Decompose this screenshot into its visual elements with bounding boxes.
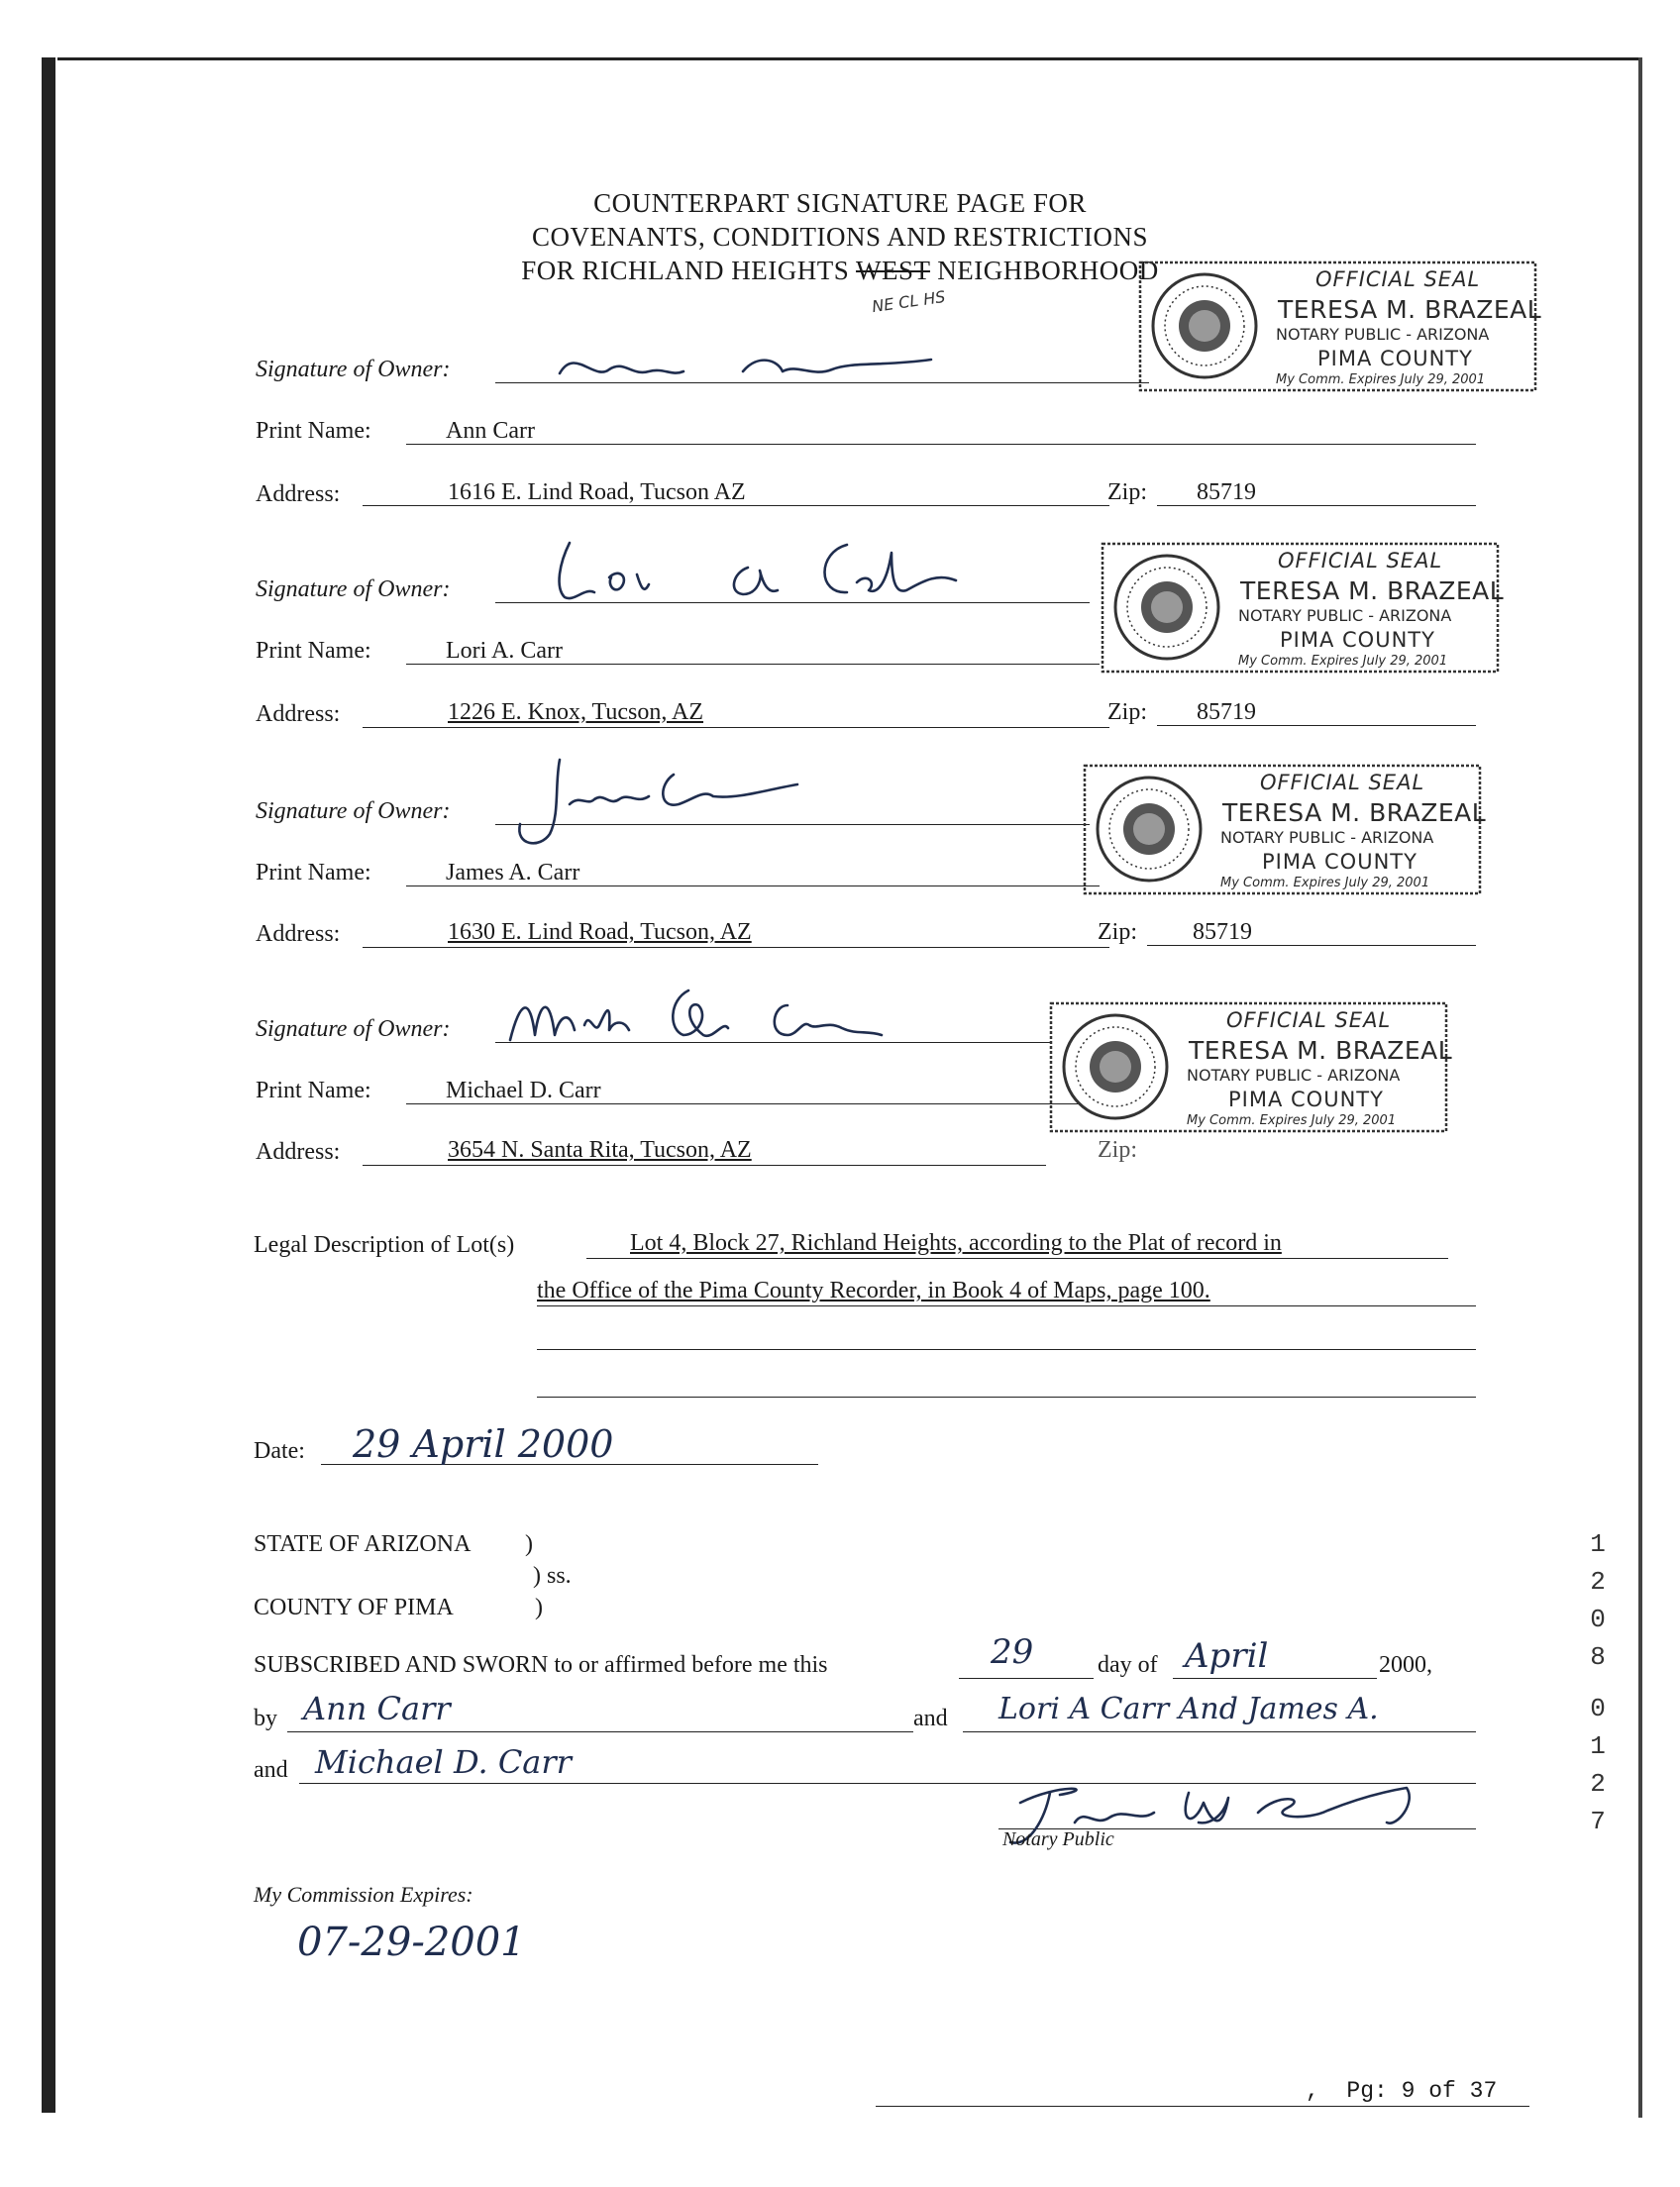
recording-gap bbox=[1583, 1676, 1613, 1690]
page-border-left bbox=[42, 57, 55, 2113]
owner-3-signature-label: Signature of Owner: bbox=[256, 798, 451, 824]
recording-digit: 8 bbox=[1590, 1642, 1606, 1672]
recording-digit: 0 bbox=[1590, 1694, 1606, 1723]
seal-text-county: PIMA COUNTY bbox=[1262, 850, 1418, 874]
owner-3-zip-label: Zip: bbox=[1098, 919, 1137, 945]
owner-3-signature bbox=[500, 755, 817, 854]
legal-line-4 bbox=[537, 1397, 1476, 1398]
owner-3-print-name: James A. Carr bbox=[446, 860, 580, 885]
venue-paren-bottom: ) bbox=[535, 1595, 543, 1620]
title-handwritten-insert: NE CL HS bbox=[871, 286, 947, 317]
owner-2-print-name: Lori A. Carr bbox=[446, 638, 563, 664]
owner-4-print-name: Michael D. Carr bbox=[446, 1078, 601, 1103]
title-line-1: COUNTERPART SIGNATURE PAGE FOR bbox=[593, 188, 1087, 218]
owner-3-print-name-label: Print Name: bbox=[256, 860, 371, 885]
legal-line-3 bbox=[537, 1349, 1476, 1350]
notary-seal-2 bbox=[1100, 541, 1505, 675]
notary-seal-1 bbox=[1137, 260, 1542, 393]
legal-description-label: Legal Description of Lot(s) bbox=[254, 1232, 515, 1258]
owner-4-address: 3654 N. Santa Rita, Tucson, AZ bbox=[448, 1137, 752, 1163]
owner-3-address-label: Address: bbox=[256, 921, 341, 947]
owner-2-zip-label: Zip: bbox=[1107, 699, 1147, 725]
jurat-by-line-2 bbox=[963, 1731, 1476, 1732]
owner-3-zip: 85719 bbox=[1193, 919, 1252, 945]
owner-2-address-line bbox=[363, 727, 1109, 728]
seal-text-notary-name: TERESA M. BRAZEAL bbox=[1278, 295, 1542, 324]
seal-text-notary-public: NOTARY PUBLIC - ARIZONA bbox=[1238, 606, 1452, 625]
venue-paren-top: ) bbox=[525, 1531, 533, 1557]
footer-line bbox=[876, 2106, 1529, 2107]
jurat-month: April bbox=[1185, 1636, 1269, 1676]
seal-text-official-seal: OFFICIAL SEAL bbox=[1315, 267, 1481, 291]
recording-digit: 0 bbox=[1590, 1605, 1606, 1634]
owner-2-signature bbox=[550, 533, 986, 612]
notary-seal-3 bbox=[1082, 763, 1487, 896]
owner-4-signature-label: Signature of Owner: bbox=[256, 1016, 451, 1042]
recording-digit: 2 bbox=[1590, 1769, 1606, 1799]
jurat-day: 29 bbox=[991, 1632, 1034, 1672]
page-number-comma: , bbox=[1306, 2078, 1319, 2104]
venue-county: COUNTY OF PIMA bbox=[254, 1595, 454, 1620]
seal-text-notary-public: NOTARY PUBLIC - ARIZONA bbox=[1276, 325, 1490, 344]
owner-1-zip-label: Zip: bbox=[1107, 479, 1147, 505]
seal-text-expiration: My Comm. Expires July 29, 2001 bbox=[1220, 876, 1430, 890]
owner-2-address-label: Address: bbox=[256, 701, 341, 727]
jurat-year: 2000, bbox=[1379, 1652, 1432, 1678]
owner-4-zip-label: Zip: bbox=[1098, 1137, 1137, 1163]
page-border-top bbox=[57, 57, 1642, 60]
recording-digit: 7 bbox=[1590, 1807, 1606, 1836]
seal-text-county: PIMA COUNTY bbox=[1228, 1088, 1384, 1111]
owner-3-address: 1630 E. Lind Road, Tucson, AZ bbox=[448, 919, 752, 945]
seal-text-notary-public: NOTARY PUBLIC - ARIZONA bbox=[1220, 828, 1434, 847]
owner-1-zip: 85719 bbox=[1197, 479, 1256, 505]
seal-text-notary-name: TERESA M. BRAZEAL bbox=[1222, 798, 1487, 827]
jurat-month-line bbox=[1173, 1678, 1377, 1679]
owner-1-address: 1616 E. Lind Road, Tucson AZ bbox=[448, 479, 746, 505]
date-handwritten: 29 April 2000 bbox=[353, 1422, 614, 1466]
owner-2-print-name-label: Print Name: bbox=[256, 638, 371, 664]
jurat-by-line-1 bbox=[287, 1731, 913, 1732]
recording-number bbox=[1583, 1525, 1613, 1840]
legal-description-line-1: Lot 4, Block 27, Richland Heights, according to the Plat of record in bbox=[630, 1230, 1282, 1256]
jurat-day-of-label: day of bbox=[1098, 1652, 1158, 1678]
owner-4-address-label: Address: bbox=[256, 1139, 341, 1165]
date-label: Date: bbox=[254, 1438, 305, 1464]
recording-digit: 1 bbox=[1590, 1731, 1606, 1761]
seal-text-official-seal: OFFICIAL SEAL bbox=[1278, 549, 1443, 573]
jurat-and-label-1: and bbox=[913, 1706, 948, 1731]
owner-4-signature bbox=[500, 981, 896, 1060]
jurat-by-name-3: Michael D. Carr bbox=[315, 1743, 572, 1781]
title-line-2: COVENANTS, CONDITIONS AND RESTRICTIONS bbox=[531, 222, 1149, 252]
legal-description-line-2: the Office of the Pima County Recorder, in Book 4 of Maps, page 100. bbox=[537, 1278, 1210, 1303]
seal-text-official-seal: OFFICIAL SEAL bbox=[1226, 1008, 1392, 1032]
owner-1-print-name: Ann Carr bbox=[446, 418, 535, 444]
page-number bbox=[1306, 2078, 1497, 2104]
notary-public-label: Notary Public bbox=[1002, 1828, 1114, 1850]
owner-1-print-name-label: Print Name: bbox=[256, 418, 371, 444]
seal-text-expiration: My Comm. Expires July 29, 2001 bbox=[1187, 1113, 1397, 1128]
owner-2-zip: 85719 bbox=[1197, 699, 1256, 725]
recording-digit: 2 bbox=[1590, 1567, 1606, 1597]
legal-line-1 bbox=[586, 1258, 1448, 1259]
owner-3-address-line bbox=[363, 947, 1109, 948]
notary-seal-4 bbox=[1048, 1000, 1453, 1134]
title-struck-word: WEST bbox=[856, 256, 931, 285]
jurat-and-label-2: and bbox=[254, 1757, 288, 1783]
title-line-3-end: NEIGHBORHOOD bbox=[930, 256, 1159, 285]
owner-1-print-name-line bbox=[406, 444, 1476, 445]
seal-text-official-seal: OFFICIAL SEAL bbox=[1260, 771, 1425, 794]
seal-text-county: PIMA COUNTY bbox=[1317, 347, 1473, 370]
page-border-right bbox=[1638, 57, 1642, 2118]
jurat-by-label: by bbox=[254, 1706, 277, 1731]
owner-2-address: 1226 E. Knox, Tucson, AZ bbox=[448, 699, 704, 725]
commission-date: 07-29-2001 bbox=[297, 1920, 526, 1965]
owner-1-address-label: Address: bbox=[256, 481, 341, 507]
seal-text-expiration: My Comm. Expires July 29, 2001 bbox=[1276, 372, 1486, 387]
recording-digit: 1 bbox=[1590, 1529, 1606, 1559]
jurat-by-name-1: Ann Carr bbox=[303, 1690, 451, 1727]
commission-label: My Commission Expires: bbox=[254, 1882, 473, 1907]
seal-text-notary-name: TERESA M. BRAZEAL bbox=[1189, 1036, 1453, 1065]
seal-text-notary-name: TERESA M. BRAZEAL bbox=[1240, 576, 1505, 605]
owner-4-address-line bbox=[363, 1165, 1046, 1166]
page-number-text: Pg: 9 of 37 bbox=[1346, 2078, 1498, 2104]
jurat-day-line bbox=[959, 1678, 1094, 1679]
owner-1-signature bbox=[555, 342, 971, 391]
owner-4-print-name-label: Print Name: bbox=[256, 1078, 371, 1103]
owner-1-signature-label: Signature of Owner: bbox=[256, 357, 451, 382]
title-line-3-start: FOR RICHLAND HEIGHTS bbox=[521, 256, 857, 285]
venue-ss: ) ss. bbox=[533, 1563, 572, 1589]
jurat-text: SUBSCRIBED AND SWORN to or affirmed before me this bbox=[254, 1652, 828, 1678]
jurat-by-name-2: Lori A Carr And James A. bbox=[998, 1692, 1379, 1726]
venue-state: STATE OF ARIZONA bbox=[254, 1531, 472, 1557]
seal-text-notary-public: NOTARY PUBLIC - ARIZONA bbox=[1187, 1066, 1401, 1085]
legal-line-2 bbox=[537, 1305, 1476, 1306]
owner-2-signature-label: Signature of Owner: bbox=[256, 576, 451, 602]
seal-text-expiration: My Comm. Expires July 29, 2001 bbox=[1238, 654, 1448, 669]
seal-text-county: PIMA COUNTY bbox=[1280, 628, 1435, 652]
